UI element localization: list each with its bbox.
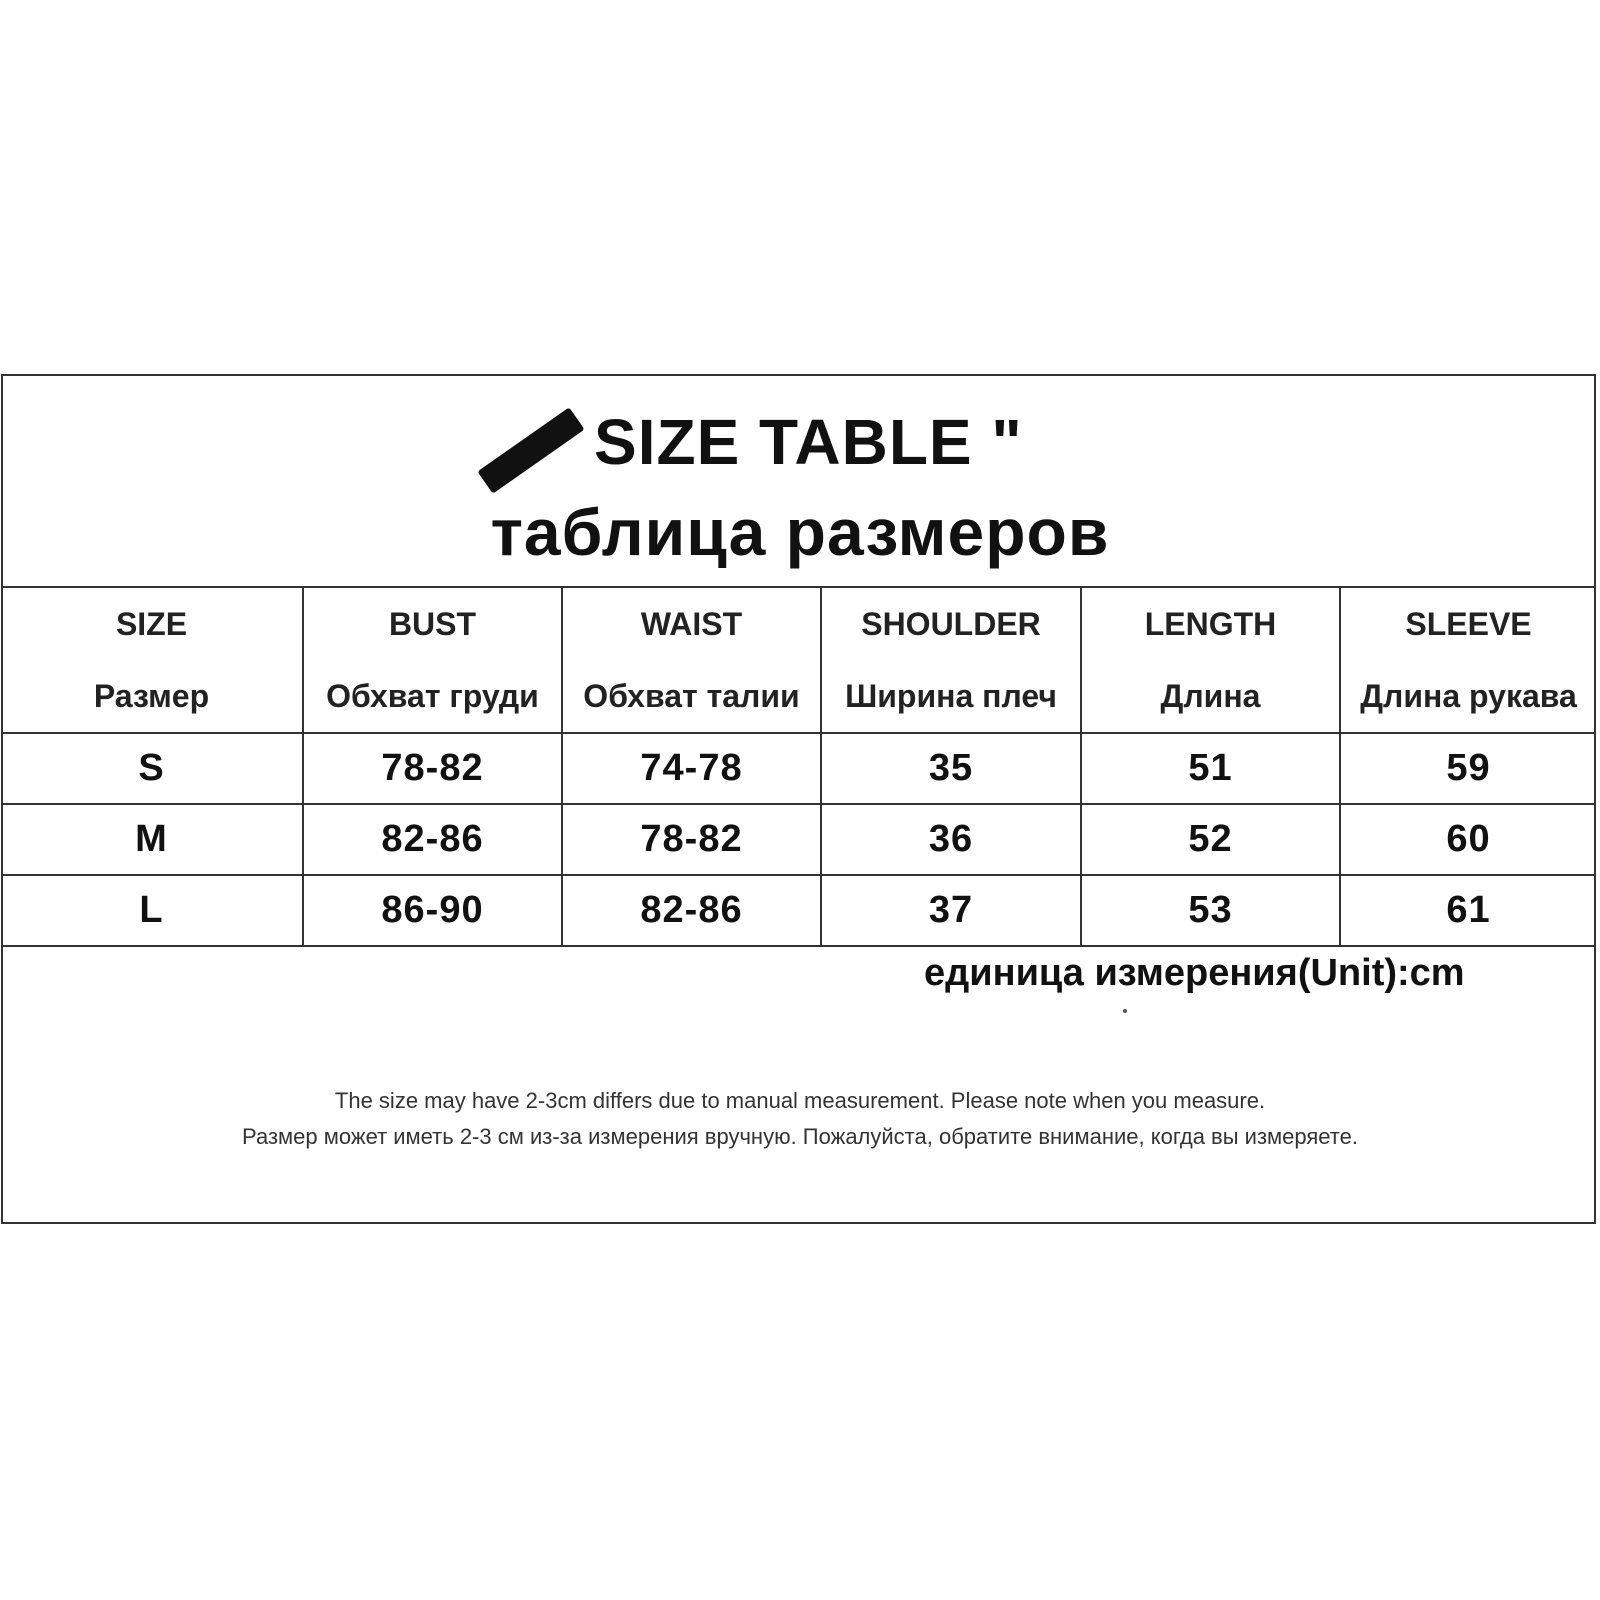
unit-note: единица измерения(Unit):cm: [924, 952, 1465, 994]
header-label-ru: Размер: [93, 678, 210, 714]
table-row-m: [1, 804, 1596, 875]
cell-length: 51: [1081, 733, 1340, 804]
header-label-en: WAIST: [640, 606, 743, 642]
cell-shoulder: 37: [821, 875, 1081, 946]
cell-waist: 78-82: [562, 804, 821, 875]
header-label-en: SHOULDER: [861, 606, 1041, 642]
header-label-ru: Ширина плеч: [845, 678, 1057, 714]
cell-sleeve: 61: [1340, 875, 1596, 946]
title-russian: таблица размеров: [490, 495, 1110, 569]
stray-dot: [1123, 1009, 1127, 1013]
header-size: [1, 587, 303, 733]
header-shoulder: [821, 587, 1081, 733]
table-header-row: [1, 587, 1596, 733]
disclaimer-english: The size may have 2-3cm differs due to manual measurement. Please note when you measure.: [334, 1088, 1266, 1113]
table-row-l: [1, 875, 1596, 946]
header-sleeve: [1340, 587, 1596, 733]
disclaimer-russian: Размер может иметь 2-3 см из-за измерения вручную. Пожалуйста, обратите внимание, когда вы измеряете.: [242, 1124, 1358, 1149]
header-label-en: BUST: [388, 606, 477, 642]
header-label-ru: Длина рукава: [1360, 678, 1577, 714]
header-label-ru: Длина: [1160, 678, 1261, 714]
cell-sleeve: 59: [1340, 733, 1596, 804]
measurement-disclaimer: [0, 1083, 1600, 1155]
header-bust: [303, 587, 562, 733]
cell-shoulder: 36: [821, 804, 1081, 875]
header-label-ru: Обхват талии: [583, 678, 800, 714]
header-waist: [562, 587, 821, 733]
size-table: [1, 586, 1596, 947]
cell-sleeve: 60: [1340, 804, 1596, 875]
cell-bust: 82-86: [303, 804, 562, 875]
cell-length: 52: [1081, 804, 1340, 875]
title-english: SIZE TABLE ": [594, 406, 1023, 478]
table-row-s: [1, 733, 1596, 804]
cell-waist: 74-78: [562, 733, 821, 804]
cell-size: M: [1, 804, 303, 875]
cell-bust: 86-90: [303, 875, 562, 946]
cell-bust: 78-82: [303, 733, 562, 804]
cell-waist: 82-86: [562, 875, 821, 946]
header-label-ru: Обхват груди: [326, 678, 539, 714]
cell-shoulder: 35: [821, 733, 1081, 804]
header-label-en: SLEEVE: [1405, 606, 1532, 642]
header-label-en: SIZE: [115, 606, 188, 642]
cell-size: S: [1, 733, 303, 804]
cell-length: 53: [1081, 875, 1340, 946]
header-label-en: LENGTH: [1144, 606, 1277, 642]
cell-size: L: [1, 875, 303, 946]
header-length: [1081, 587, 1340, 733]
